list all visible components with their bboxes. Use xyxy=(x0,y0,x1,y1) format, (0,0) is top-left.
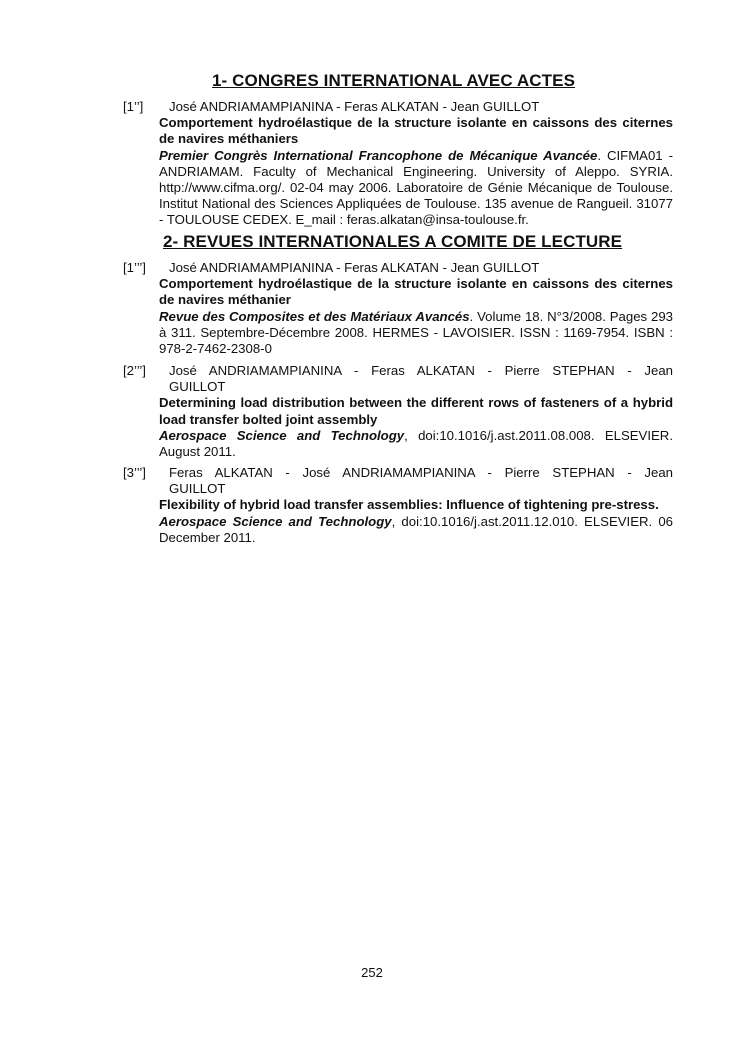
reference-title: Comportement hydroélastique de la structure isolante en caissons des citernes de navires méthaniers xyxy=(159,115,673,147)
reference-authors: Feras ALKATAN - José ANDRIAMAMPIANINA - Pierre STEPHAN - Jean xyxy=(169,465,673,480)
venue-name: Aerospace Science and Technology xyxy=(159,513,392,529)
venue-name: Aerospace Science and Technology xyxy=(159,427,405,443)
section-heading-revues: 2- REVUES INTERNATIONALES A COMITE DE LECTURE xyxy=(163,232,623,251)
venue-name: Premier Congrès International Francophone de Mécanique Avancée xyxy=(159,147,598,163)
reference-entry xyxy=(123,99,673,229)
reference-authors-continued: GUILLOT xyxy=(169,481,226,497)
reference-entry xyxy=(123,260,673,357)
venue-name: Revue des Composites et des Matériaux Avancés xyxy=(159,308,470,324)
section-heading-congres: 1- CONGRES INTERNATIONAL AVEC ACTES xyxy=(212,71,576,90)
reference-venue xyxy=(159,514,673,546)
reference-number: [3’’’] xyxy=(123,465,146,480)
reference-title: Comportement hydroélastique de la structure isolante en caissons des citernes de navires méthanier xyxy=(159,276,673,308)
reference-entry xyxy=(123,363,673,460)
venue-details: , doi:10.1016/j.ast.2011.12.010. ELSEVIER. 06 December 2011. xyxy=(159,513,673,545)
venue-details: . Volume 18. N°3/2008. Pages 293 à 311. Septembre-Décembre 2008. HERMES - LAVOISIER. ISSN : 1169-7954. ISBN : 978-2-7462-2308-0 xyxy=(159,308,673,357)
reference-authors: José ANDRIAMAMPIANINA - Feras ALKATAN - Jean GUILLOT xyxy=(169,99,540,114)
reference-authors-continued: GUILLOT xyxy=(169,379,226,395)
reference-authors: José ANDRIAMAMPIANINA - Feras ALKATAN - Pierre STEPHAN - Jean xyxy=(169,363,673,378)
reference-venue xyxy=(159,148,673,229)
venue-details: . CIFMA01 - ANDRIAMAM. Faculty of Mechanical Engineering. University of Aleppo. SYRIA. http://www.cifma.org/. 02-04 may 2006. Laboratoire de Génie Mécanique de Toulouse. Institut National des Sciences Appliquées de Toulouse. 135 avenue de Rangueil. 31077 - TOULOUSE CEDEX. E_mail : feras.alkatan@insa-toulouse.fr. xyxy=(159,147,673,228)
reference-authors: José ANDRIAMAMPIANINA - Feras ALKATAN - Jean GUILLOT xyxy=(169,260,540,275)
reference-number: [1’’] xyxy=(123,99,144,114)
reference-entry xyxy=(123,465,673,546)
reference-venue xyxy=(159,428,673,460)
reference-number: [2’’’] xyxy=(123,363,146,378)
reference-venue xyxy=(159,309,673,358)
page-number: 252 xyxy=(361,965,383,980)
venue-details: , doi:10.1016/j.ast.2011.08.008. ELSEVIER. August 2011. xyxy=(159,427,673,460)
reference-title: Flexibility of hybrid load transfer assemblies: Influence of tightening pre-stress. xyxy=(159,497,659,513)
reference-title: Determining load distribution between the different rows of fasteners of a hybrid load transfer bolted joint assembly xyxy=(159,395,673,427)
reference-number: [1’’’] xyxy=(123,260,146,275)
